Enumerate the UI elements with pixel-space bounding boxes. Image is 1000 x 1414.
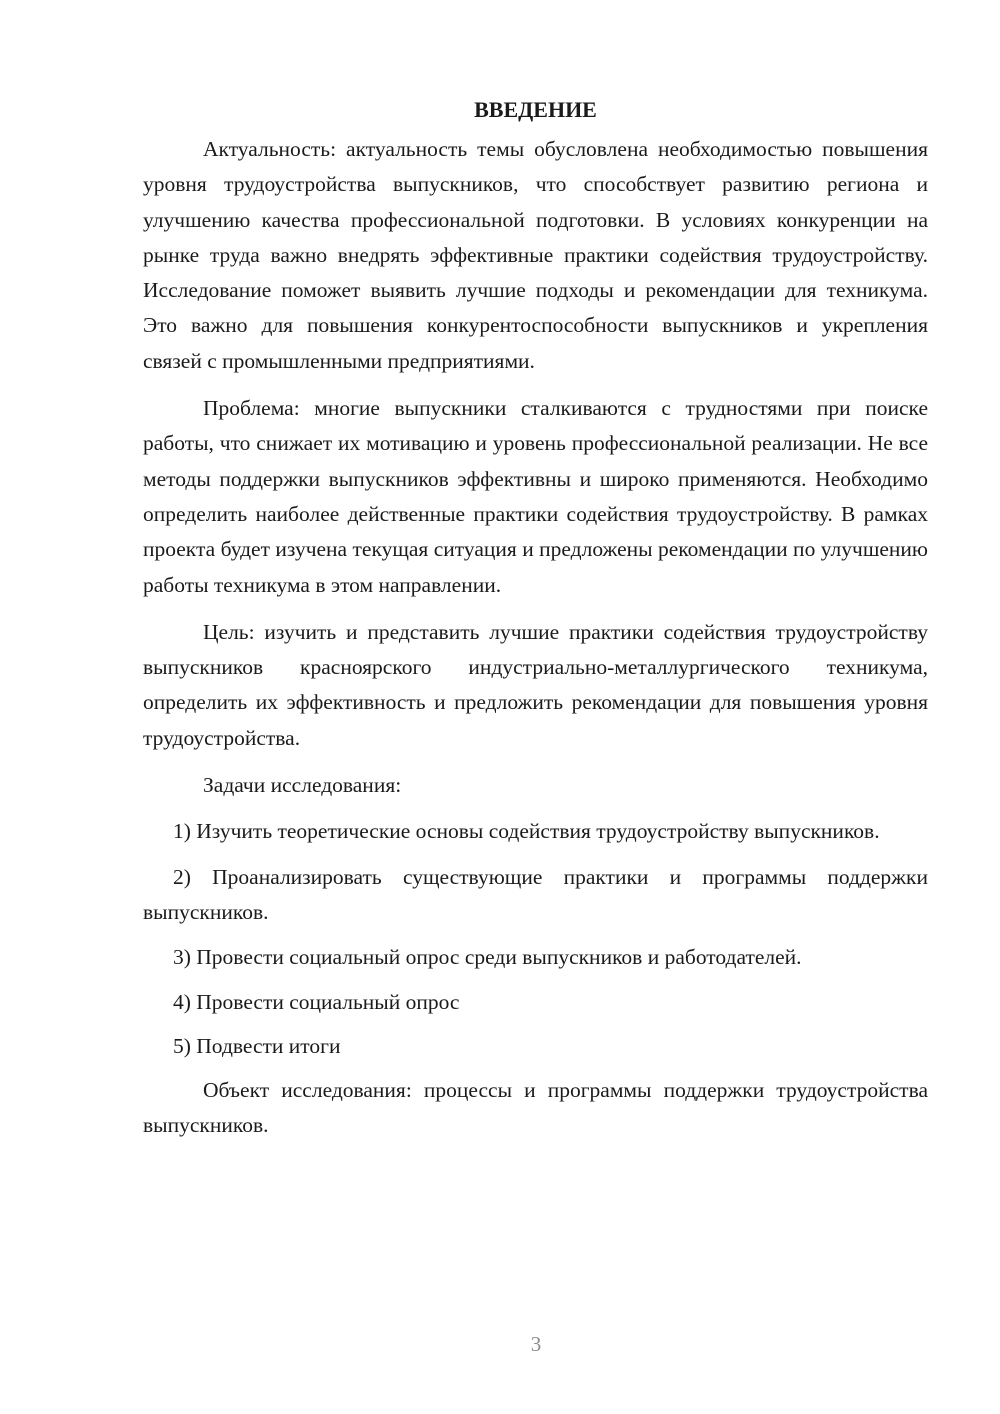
paragraph-object: Объект исследования: процессы и программы поддержки трудоустройства выпускников.: [143, 1078, 928, 1138]
paragraph-problem: Проблема: многие выпускники сталкиваются с трудностями при поиске работы, что снижает их мотивацию и уровень профессиональной реализации. Не все методы поддержки выпускников эффективны и широко применяются. Необходимо определить наиболее действенные практики содействия трудоустройству. В рамках проекта будет изучена текущая ситуация и предложены рекомендации по улучшению работы техникума в этом направлении.: [143, 396, 928, 597]
document-page: [143, 92, 928, 1144]
tasks-heading: Задачи исследования:: [203, 773, 402, 798]
task-item-4: 4) Провести социальный опрос: [173, 989, 460, 1014]
section-title: ВВЕДЕНИЕ: [474, 97, 597, 122]
paragraph-goal: Цель: изучить и представить лучшие практики содействия трудоустройству выпускников красноярского индустриально-металлургического техникума, определить их эффективность и предложить рекомендации для повышения уровня трудоустройства.: [143, 619, 928, 750]
task-item-1: 1) Изучить теоретические основы содействия трудоустройству выпускников.: [173, 819, 880, 844]
page-number: 3: [530, 1332, 542, 1356]
task-item-3: 3) Провести социальный опрос среди выпускников и работодателей.: [173, 945, 802, 970]
paragraph-relevance: Актуальность: актуальность темы обусловлена необходимостью повышения уровня трудоустройства выпускников, что способствует развитию региона и улучшению качества профессиональной подготовки. В условиях конкуренции на рынке труда важно внедрять эффективные практики содействия трудоустройству. Исследование поможет выявить лучшие подходы и рекомендации для техникума. Это важно для повышения конкурентоспособности выпускников и укрепления связей с промышленными предприятиями.: [143, 137, 928, 373]
task-item-5: 5) Подвести итоги: [173, 1033, 341, 1058]
task-item-2: 2) Проанализировать существующие практики и программы поддержки выпускников.: [143, 864, 928, 924]
